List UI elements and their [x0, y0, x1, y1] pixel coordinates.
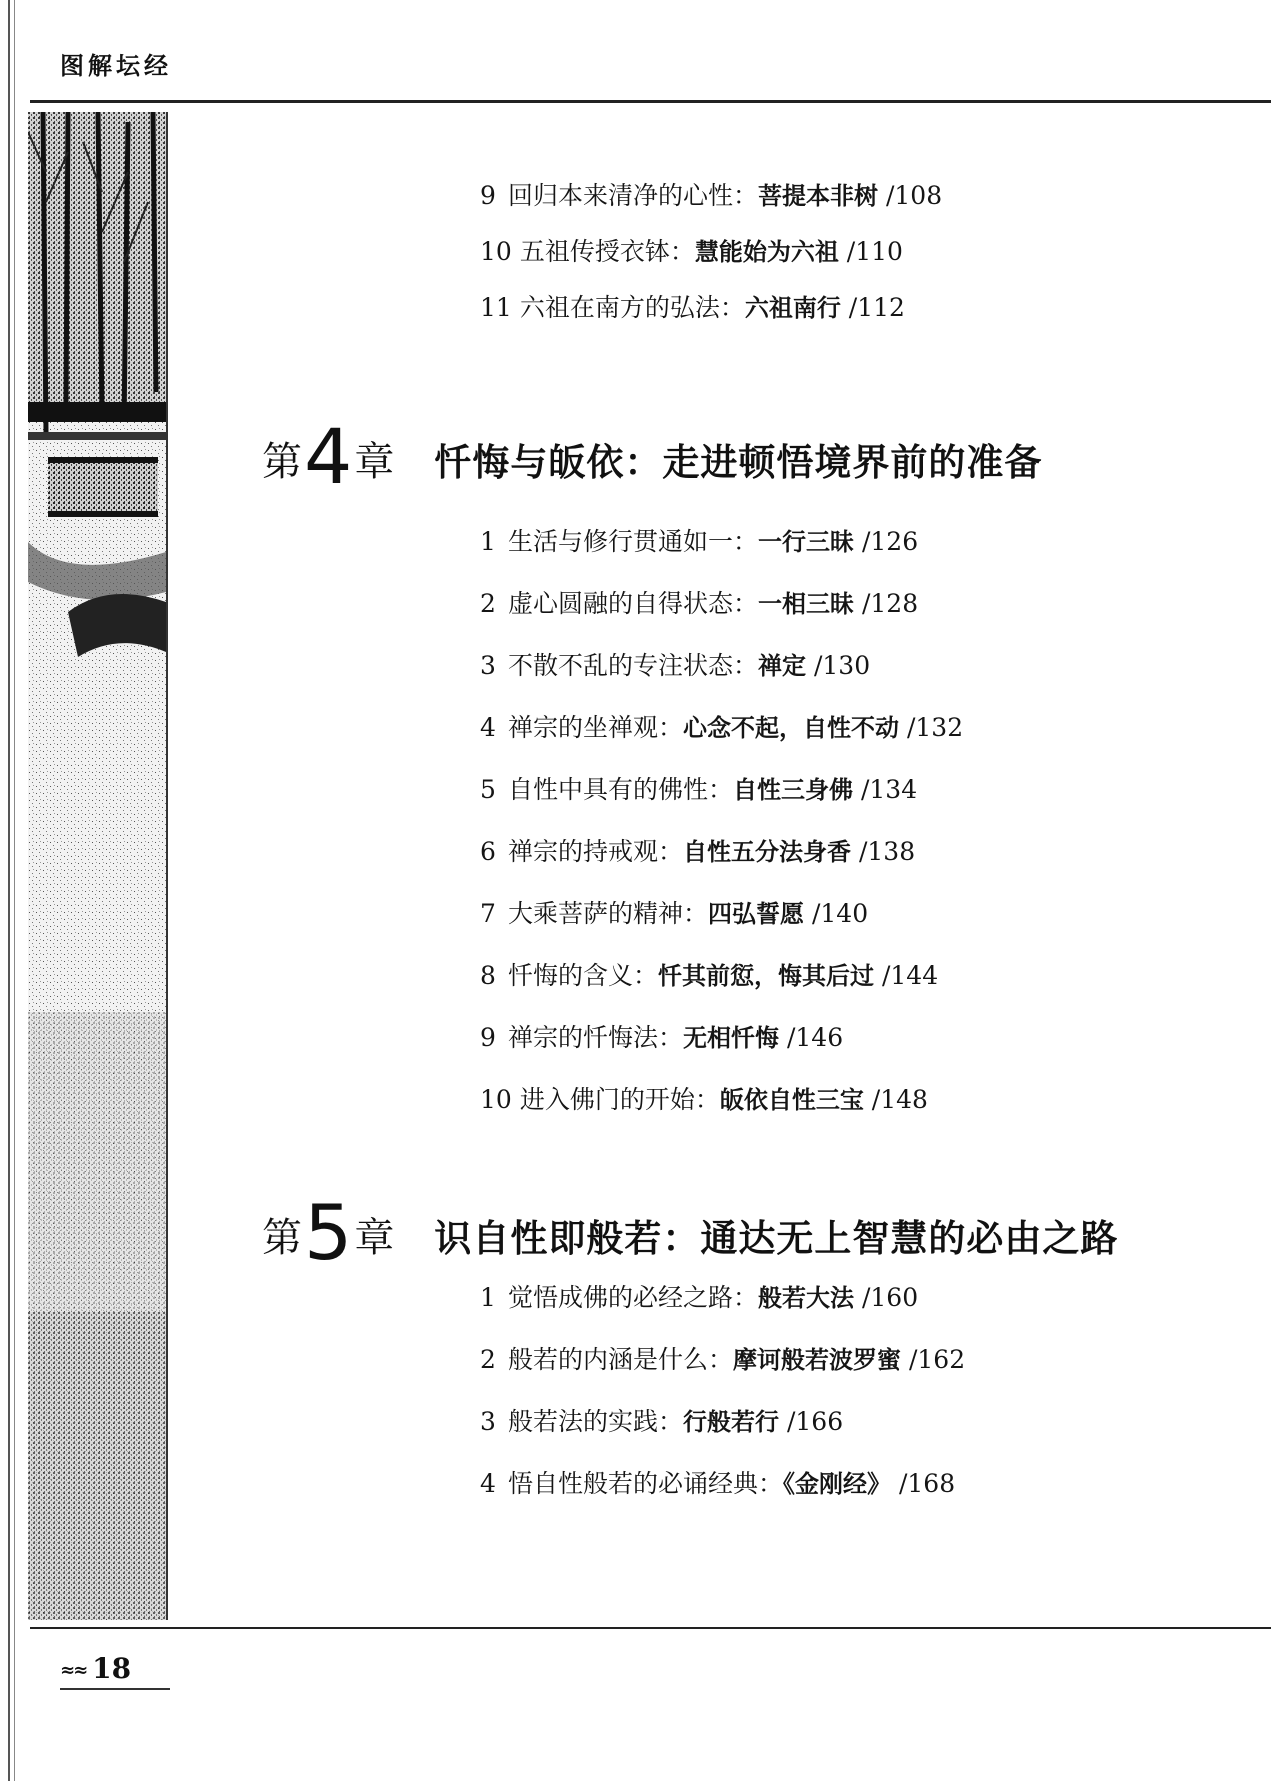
- toc-entry[interactable]: 9 回归本来清净的心性：菩提本非树 /108: [480, 181, 943, 210]
- chapter-title: 识自性即般若：通达无上智慧的必由之路: [434, 1217, 1119, 1260]
- toc-entry[interactable]: 11 六祖在南方的弘法：六祖南行 /112: [480, 293, 905, 322]
- toc-entry[interactable]: 3 般若法的实践：行般若行 /166: [480, 1407, 844, 1436]
- footer-rule: [30, 1627, 1271, 1629]
- toc-entry[interactable]: 4 悟自性般若的必诵经典：《金刚经》 /168: [480, 1469, 956, 1498]
- toc-entry[interactable]: 1 觉悟成佛的必经之路：般若大法 /160: [480, 1283, 919, 1312]
- running-header-title: 图解坛经: [60, 52, 172, 80]
- cloud-ornament-icon: ≈≈: [60, 1660, 87, 1681]
- toc-entry[interactable]: 5 自性中具有的佛性：自性三身佛 /134: [480, 775, 918, 804]
- toc-entry[interactable]: 4 禅宗的坐禅观：心念不起，自性不动 /132: [480, 713, 964, 742]
- toc-entry[interactable]: 10 进入佛门的开始：皈依自性三宝 /148: [480, 1085, 928, 1114]
- toc-entry[interactable]: 2 般若的内涵是什么：摩诃般若波罗蜜 /162: [480, 1345, 966, 1374]
- toc-entry[interactable]: 8 忏悔的含义：忏其前愆，悔其后过 /144: [480, 961, 939, 990]
- chapter-heading-5[interactable]: 第5章 识自性即般若：通达无上智慧的必由之路: [262, 1188, 1119, 1277]
- toc-entry[interactable]: 1 生活与修行贯通如一：一行三昧 /126: [480, 527, 919, 556]
- toc-entry[interactable]: 2 虚心圆融的自得状态：一相三昧 /128: [480, 589, 919, 618]
- page-number: ≈≈ 18: [60, 1652, 132, 1685]
- chapter-heading-4[interactable]: 第4章 忏悔与皈依：走进顿悟境界前的准备: [262, 412, 1043, 501]
- toc-entry[interactable]: 7 大乘菩萨的精神：四弘誓愿 /140: [480, 899, 869, 928]
- page-number-underline: [60, 1688, 170, 1690]
- toc-entry[interactable]: 10 五祖传授衣钵：慧能始为六祖 /110: [480, 237, 903, 266]
- toc-entry[interactable]: 9 禅宗的忏悔法：无相忏悔 /146: [480, 1023, 844, 1052]
- toc-entry[interactable]: 6 禅宗的持戒观：自性五分法身香 /138: [480, 837, 916, 866]
- chapter-title: 忏悔与皈依：走进顿悟境界前的准备: [434, 441, 1043, 484]
- toc-entry[interactable]: 3 不散不乱的专注状态：禅定 /130: [480, 651, 871, 680]
